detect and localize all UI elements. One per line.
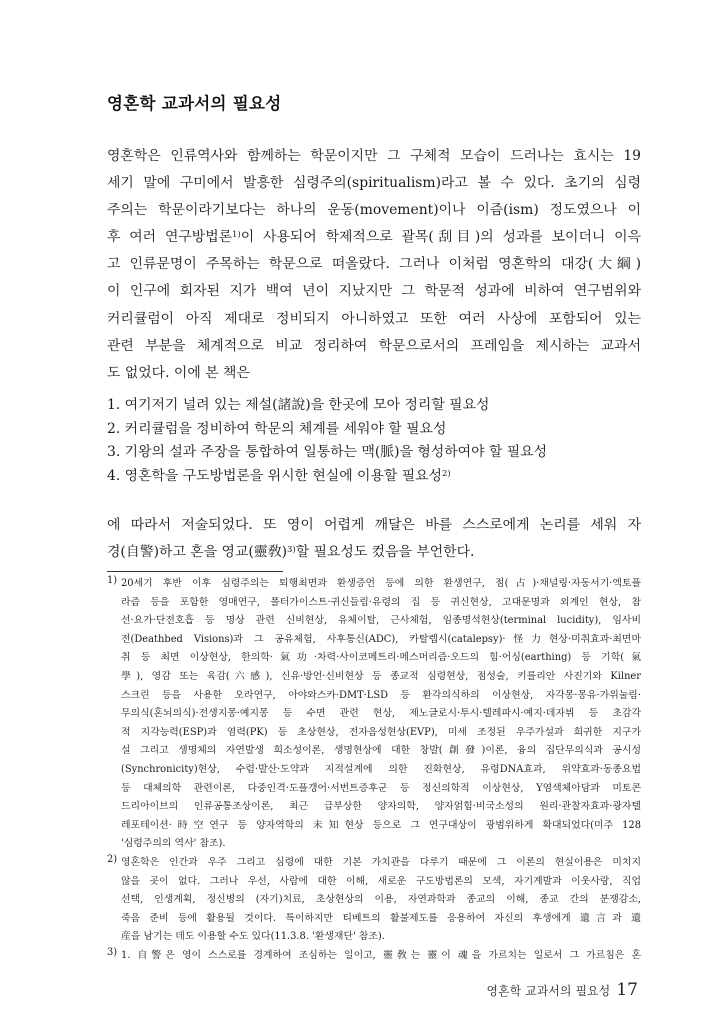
footnotes	[107, 575, 641, 965]
footnote-line: 않을 곳이 없다. 그러나 우선, 사람에 대한 이해, 새로운 구도방법론의 모색, 자기계발과 이웃사랑, 직업	[121, 875, 641, 887]
footnote-ref-3[interactable]: 3)	[287, 545, 296, 556]
running-title: 영혼학 교과서의 필요성	[486, 984, 611, 998]
conclusion-text: 경(自警)하고 혼을 영교(靈敎)	[107, 544, 288, 561]
footnote-line: 전(Deathbed Visions)과 그 공유체험, 사후통신(ADC), 카탈렙시(catalepsy)·怪力현상·미취효과·최면마	[121, 633, 641, 645]
footnote-line: 등 대체의학 관련이론, 다중인격·도플갱어·서번트증후군 등 정신의학적 이상현상, Y염색체아담과 미토콘	[121, 782, 641, 794]
footnote-line: 취 등 최면 이상현상, 한의학·氣功·차력·사이코메트리·메스머리즘·오드의 힘·어싱(earthing) 등 기학(氣	[121, 652, 641, 664]
footnote-line: 레포테이션·時空연구 등 양자역학의 未知현상 등으로 그 연구대상이 광범위하게 확대되었다(미주 128	[121, 819, 641, 831]
intro-line: 주의는 학문이라기보다는 하나의 운동(movement)이나 이즘(ism) 정도였으나 이	[107, 202, 641, 219]
intro-line: 관련 부분을 체계적으로 비교 정리하여 학문으로서의 프레임을 제시하는 교과서	[107, 337, 641, 354]
list-item: 3. 기왕의 설과 주장을 통합하여 일통하는 맥(脈)을 형성하여야 할 필요성	[107, 444, 548, 461]
footnote-line: 선·요가·단전호흡 등 명상 관련 신비현상, 유체이탈, 근사체험, 임종명석현상(terminal lucidity), 임사비	[121, 615, 641, 627]
footnote-line: 學), 영감 또는 육감(六感), 신유·방언·신비현상 등 종교적 심령현상, 점성술, 키를리안 사진기와 Kilner	[121, 670, 641, 682]
footnote-2	[107, 854, 641, 947]
page-number: 17	[616, 980, 638, 1000]
footnote-line: 20세기 후반 이후 심령주의는 퇴행최면과 환생증언 등에 의한 환생연구, 점(占)·채널링·자동서기·엑토플	[121, 578, 641, 589]
list-item: 1. 여기저기 널려 있는 제설(諸說)을 한곳에 모아 정리할 필요성	[107, 397, 490, 413]
footnote-line: (Synchronicity)현상, 수렴·발산·도약과 지적설계에 의한 진화현상, 유령DNA효과, 위약효과·동종요법	[121, 763, 641, 775]
footnote-3	[107, 947, 641, 966]
intro-line: 세기 말에 구미에서 발흥한 심령주의(spiritualism)라고 볼 수 있다. 초기의 심령	[107, 175, 641, 192]
footnote-line: 스크린 등을 사용한 오라연구, 아야와스카·DMT·LSD 등 환각의식하의 이상현상, 자각몽·몽유·가위눌림·	[121, 689, 641, 701]
footnote-line: 영혼학은 인간과 우주 그리고 심령에 대한 기본 가치관을 다루기 때문에 그 이론의 현실이용은 미치지	[121, 856, 641, 868]
footnote-line: 1. 自警은 영이 스스로를 경계하여 조심하는 일이고, 靈敎는 靈이 魂을 가르치는 일로서 그 가르침은 혼	[121, 949, 641, 961]
footnote-number: 1)	[107, 575, 118, 586]
footnote-line: 드리아이브의 인류공통조상이론, 최근 급부상한 양자의학, 양자얽힘·비국소성의 원리·관찰자효과·광자텔	[121, 801, 641, 813]
footnote-1	[107, 575, 641, 854]
intro-line: 도 없었다. 이에 본 책은	[107, 364, 250, 381]
footnote-line: 선택, 인생계획, 정신병의 (자기)치료, 초상현상의 이용, 자연과학과 종교의 이해, 종교 간의 분쟁감소,	[121, 894, 641, 906]
footnote-line: 적 지각능력(ESP)과 염력(PK) 등 초상현상, 전자음성현상(EVP), 미세 조정된 우주가설과 희귀한 지구가	[121, 726, 641, 738]
footnote-line: '심령주의의 역사' 참조).	[121, 838, 226, 850]
footnote-divider	[107, 571, 283, 572]
intro-paragraph	[107, 143, 641, 387]
intro-line: 커리큘럼이 아직 제대로 정비되지 아니하였고 또한 여러 사상에 포함되어 있는	[107, 310, 641, 327]
intro-line: 영혼학은 인류역사와 함께하는 학문이지만 그 구체적 모습이 드러나는 효시는 19	[107, 148, 641, 164]
intro-line-with-footnote	[107, 224, 641, 251]
list-item: 2. 커리큘럼을 정비하여 학문의 체계를 세워야 할 필요성	[107, 420, 447, 437]
conclusion-paragraph	[107, 512, 641, 566]
conclusion-line: 에 따라서 저술되었다. 또 영이 어렵게 깨달은 바를 스스로에게 논리를 세워 자	[107, 517, 641, 533]
necessity-list	[107, 394, 641, 488]
footnote-line: 무의식(혼뇌의식)·전생지몽·예지몽 등 수면 관련 현상, 제노글로시·투시·텔레파시·예지·데자뷔 등 초감각	[121, 708, 641, 720]
intro-line: 이 인구에 회자된 지가 백여 년이 지났지만 그 학문적 성과에 비하여 연구범위와	[107, 283, 641, 300]
footnote-number: 2)	[107, 853, 118, 865]
intro-line: 고 인류문명이 주목하는 학문으로 떠올랐다. 그러나 이처럼 영혼학의 대강(大綱)	[107, 256, 641, 273]
section-heading: 영혼학 교과서의 필요성	[107, 94, 282, 113]
footnote-ref-2[interactable]: 2)	[441, 468, 451, 479]
intro-text: 이 사용되어 학제적으로 괄목(刮目)의 성과를 보이더니 이윽	[240, 229, 641, 246]
footnote-number: 3)	[107, 946, 118, 958]
list-item-text: 4. 영혼학을 구도방법론을 위시한 현실에 이용할 필요성	[107, 467, 442, 484]
footnote-ref-1[interactable]: 1)	[232, 230, 241, 241]
footnote-line: 라즘 등을 포함한 영매연구, 폴터가이스트·귀신들림·유령의 집 등 귀신현상, 고대문명과 외계인 현상, 참	[121, 596, 641, 608]
footnote-line: 설 그리고 생명체의 자연발생 희소성이론, 생명현상에 대한 창발(創發)이론, 융의 집단무의식과 공시성	[121, 745, 641, 757]
conclusion-text: 할 필요성도 컸음을 부언한다.	[295, 544, 475, 561]
footnote-line: 産을 남기는 데도 이용할 수도 있다(11.3.8. '환생재단' 참조).	[121, 931, 385, 943]
page-footer	[487, 980, 639, 1000]
intro-text: 후 여러 연구방법론	[107, 229, 233, 246]
list-item	[107, 465, 641, 489]
conclusion-line	[107, 539, 641, 566]
footnote-line: 죽음 준비 등에 활용될 것이다. 특이하지만 티베트의 활불제도를 응용하여 자신의 후생에게 遺言과 遺	[121, 912, 641, 924]
